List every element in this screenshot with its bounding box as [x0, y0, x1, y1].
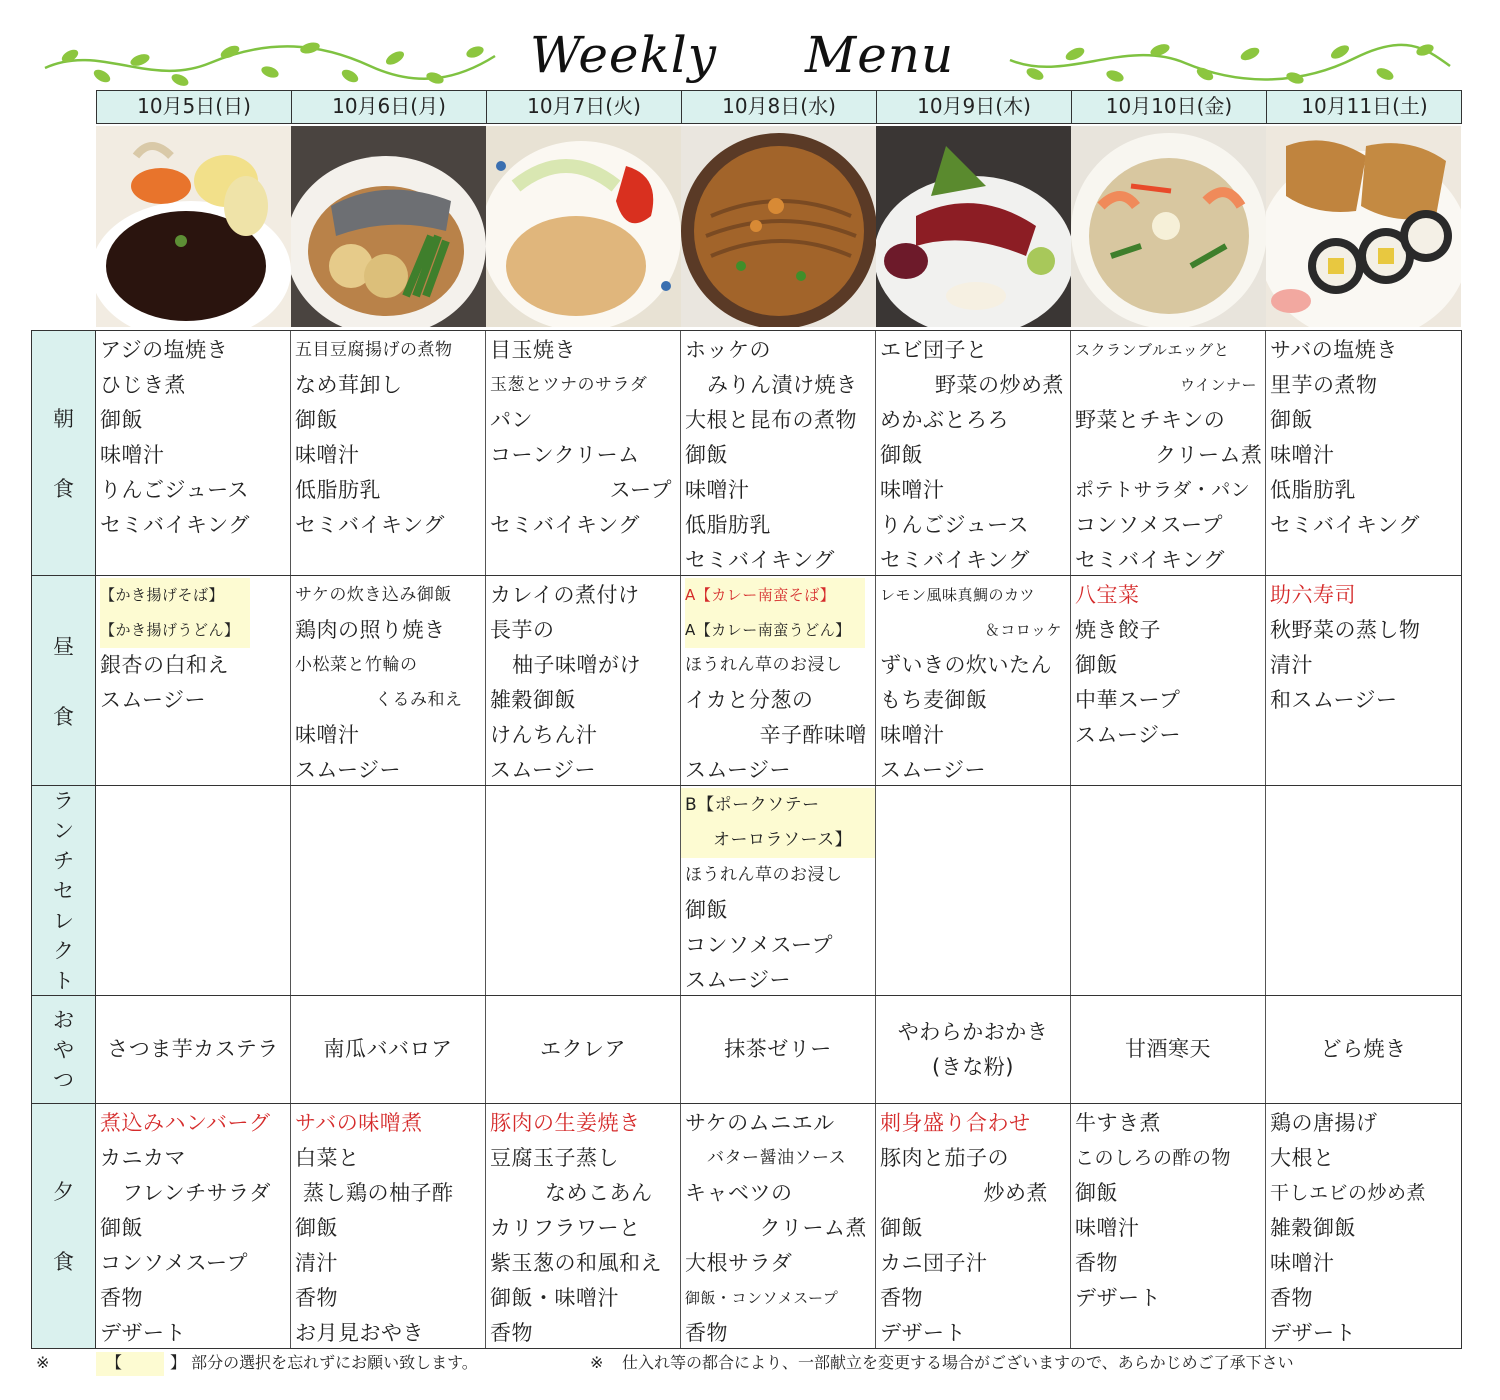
label-char: お: [53, 1007, 74, 1032]
menu-item: スムージー: [490, 758, 597, 782]
menu-item: セミバイキング: [100, 513, 250, 537]
selectable-item: オーロラソース】: [681, 823, 875, 858]
snack-sun: [96, 996, 291, 1103]
menu-item: 味噌汁: [880, 478, 945, 502]
label-char: 昼: [53, 634, 74, 659]
label-char: ク: [53, 938, 74, 963]
menu-item: やわらかおかき: [897, 1019, 1049, 1044]
lunch-select-label: [32, 786, 96, 995]
label-char: つ: [53, 1067, 74, 1092]
snack-sat: [1266, 996, 1461, 1103]
selectable-item: A【カレー南蛮そば】: [685, 578, 865, 613]
menu-item: 大根サラダ: [685, 1251, 793, 1275]
selectable-item: A【カレー南蛮うどん】: [685, 613, 865, 648]
menu-item: コンソメスープ: [685, 933, 833, 957]
menu-item: 香物: [685, 1321, 728, 1345]
dinner-fri: [1071, 1104, 1266, 1348]
menu-item: バター醤油ソース: [707, 1148, 847, 1168]
menu-item: 香物: [295, 1286, 338, 1310]
menu-item: 低脂肪乳: [1270, 478, 1356, 502]
menu-item: 鶏肉の照り焼き: [295, 618, 446, 642]
menu-item: このしろの酢の物: [1075, 1147, 1232, 1169]
menu-item: 鶏の唐揚げ: [1270, 1111, 1378, 1135]
menu-item: デザート: [1270, 1321, 1356, 1345]
menu-item: デザート: [880, 1321, 966, 1345]
menu-item: どら焼き: [1320, 1037, 1407, 1061]
menu-item: レモン風味真鯛のカツ: [880, 586, 1036, 604]
lunch-select-sat: [1266, 786, 1461, 995]
menu-item: 低脂肪乳: [295, 478, 381, 502]
footnote-mark: ※: [36, 1353, 50, 1372]
title-menu: Menu: [805, 26, 955, 84]
menu-item: なめこあん: [545, 1181, 653, 1205]
dish-photo: [1071, 126, 1266, 327]
left-vine-decoration: [40, 38, 500, 88]
menu-item: 銀杏の白和え: [100, 653, 229, 677]
menu-item: 御飯: [685, 898, 728, 922]
breakfast-label: [32, 331, 96, 575]
menu-item: カリフラワーと: [490, 1216, 641, 1240]
menu-item: 野菜とチキンの: [1075, 408, 1226, 432]
menu-item: スムージー: [100, 688, 207, 712]
dinner-tue: [486, 1104, 681, 1348]
dish-photo: [96, 126, 291, 327]
menu-item: 目玉焼き: [490, 338, 576, 362]
label-char: や: [53, 1037, 74, 1062]
menu-item: りんごジュース: [100, 478, 250, 502]
menu-title: [0, 20, 1500, 90]
breakfast-row: [32, 331, 1461, 576]
lunch-select-sun: [96, 786, 291, 995]
dish-photo-row: [96, 126, 1462, 327]
menu-item: 低脂肪乳: [685, 513, 771, 537]
menu-item: 御飯: [295, 1216, 338, 1240]
menu-item: 雑穀御飯: [490, 688, 576, 712]
snack-label: [32, 996, 96, 1103]
menu-item: 味噌汁: [1075, 1216, 1140, 1240]
menu-item: 小松菜と竹輪の: [295, 655, 418, 675]
date-sat: 10月11日(土): [1301, 94, 1428, 118]
menu-item: 御飯・味噌汁: [490, 1286, 619, 1310]
menu-item: 刺身盛り合わせ: [880, 1111, 1031, 1135]
menu-item: お月見おやき: [295, 1321, 424, 1345]
lunch-select-fri: [1071, 786, 1266, 995]
menu-item: 干しエビの炒め煮: [1270, 1182, 1427, 1204]
dinner-sat: [1266, 1104, 1461, 1348]
menu-item: 豆腐玉子蒸し: [490, 1146, 619, 1170]
menu-item: サバの塩焼き: [1270, 338, 1398, 362]
dish-photo: [1266, 126, 1461, 327]
menu-item: 香物: [100, 1286, 143, 1310]
menu-item: 紫玉葱の和風和え: [490, 1251, 662, 1275]
menu-item: サケの炊き込み御飯: [295, 585, 452, 605]
menu-item: 御飯: [880, 1216, 923, 1240]
menu-item: さつま芋カステラ: [107, 1037, 279, 1061]
menu-item: セミバイキング: [490, 513, 640, 537]
menu-item: もち麦御飯: [880, 688, 988, 712]
menu-change-notice: 仕入れ等の都合により、一部献立を変更する場合がございますので、あらかじめご了承下さい: [622, 1353, 1294, 1372]
menu-item: クリーム煮: [1155, 443, 1263, 467]
menu-item: 御飯: [1270, 408, 1313, 432]
label-char: ト: [53, 968, 74, 993]
menu-item: スムージー: [1075, 723, 1182, 747]
menu-item: 味噌汁: [1270, 1251, 1335, 1275]
footnote-mark: ※: [590, 1353, 604, 1372]
dish-photo: [291, 126, 486, 327]
selection-reminder: 【 】 部分の選択を忘れずにお願い致します。: [106, 1353, 478, 1372]
lunch-select-row: [32, 786, 1461, 996]
snack-mon: [291, 996, 486, 1103]
menu-item: 里芋の煮物: [1270, 373, 1378, 397]
date-header-row: [96, 90, 1462, 124]
menu-item: (きな粉): [932, 1054, 1014, 1079]
menu-item: コーンクリーム: [490, 443, 640, 467]
label-char: レ: [53, 908, 74, 933]
menu-item: スムージー: [295, 758, 402, 782]
menu-item: 香物: [490, 1321, 533, 1345]
date-tue: 10月7日(火): [487, 91, 682, 123]
menu-item: スムージー: [685, 968, 792, 992]
label-char: 朝: [53, 407, 74, 431]
snack-wed: [681, 996, 876, 1103]
lunch-sun: [96, 576, 291, 785]
menu-item: 抹茶ゼリー: [724, 1037, 832, 1061]
right-vine-decoration: [1005, 38, 1455, 88]
footer-notes: [0, 1352, 1500, 1382]
menu-item: 御飯: [880, 443, 923, 467]
menu-item: 清汁: [1270, 653, 1313, 677]
breakfast-tue: [486, 331, 681, 575]
dish-photo: [876, 126, 1071, 327]
menu-item: めかぶとろろ: [880, 408, 1009, 432]
menu-item: 御飯: [685, 443, 728, 467]
menu-item: アジの塩焼き: [100, 338, 229, 362]
snack-fri: [1071, 996, 1266, 1103]
menu-item: ホッケの: [685, 338, 771, 362]
menu-item: 助六寿司: [1270, 583, 1356, 607]
lunch-fri: [1071, 576, 1266, 785]
menu-item: けんちん汁: [490, 723, 598, 747]
menu-item: 柚子味噌がけ: [512, 653, 641, 677]
menu-item: 秋野菜の蒸し物: [1270, 618, 1421, 642]
menu-item: デザート: [100, 1321, 186, 1345]
menu-item: 大根と: [1270, 1146, 1335, 1170]
breakfast-mon: [291, 331, 486, 575]
menu-item: コンソメスープ: [1075, 513, 1223, 537]
label-char: ラ: [53, 788, 74, 813]
menu-item: ＆コロッケ: [984, 621, 1062, 639]
menu-item: 煮込みハンバーグ: [100, 1111, 271, 1135]
menu-item: 雑穀御飯: [1270, 1216, 1356, 1240]
menu-item: ひじき煮: [100, 373, 186, 397]
label-char: チ: [53, 848, 74, 873]
menu-item: 白菜と: [295, 1146, 360, 1170]
selectable-item: 【かき揚げうどん】: [100, 613, 250, 648]
label-char: 食: [53, 477, 74, 501]
lunch-select-thu: [876, 786, 1071, 995]
menu-item: カニカマ: [100, 1146, 186, 1170]
menu-item: スムージー: [880, 758, 987, 782]
lunch-sat: [1266, 576, 1461, 785]
menu-item: 味噌汁: [1270, 443, 1335, 467]
menu-item: 野菜の炒め煮: [935, 373, 1064, 397]
lunch-mon: [291, 576, 486, 785]
menu-item: 豚肉の生姜焼き: [490, 1111, 641, 1135]
dinner-sun: [96, 1104, 291, 1348]
label-char: ン: [53, 818, 74, 843]
menu-item: 御飯: [100, 1216, 143, 1240]
dinner-row: [32, 1104, 1461, 1348]
menu-item: イカと分葱の: [685, 688, 814, 712]
menu-item: 長芋の: [490, 618, 555, 642]
menu-item: 御飯: [1075, 1181, 1118, 1205]
menu-item: セミバイキング: [685, 548, 835, 572]
menu-item: クリーム煮: [759, 1216, 867, 1240]
menu-item: ポテトサラダ・パン: [1075, 479, 1251, 501]
title-weekly: Weekly: [530, 26, 718, 84]
menu-item: セミバイキング: [1075, 548, 1225, 572]
menu-item: 味噌汁: [100, 443, 165, 467]
menu-item: 辛子酢味噌: [759, 723, 867, 747]
menu-item: 香物: [880, 1286, 923, 1310]
menu-item: 大根と昆布の煮物: [685, 408, 857, 432]
snack-thu: [876, 996, 1071, 1103]
menu-item: ほうれん草のお浸し: [685, 865, 843, 885]
menu-item: 八宝菜: [1075, 583, 1140, 607]
menu-item: 香物: [1075, 1251, 1118, 1275]
menu-item: セミバイキング: [1270, 513, 1420, 537]
lunch-select-wed: [681, 786, 876, 995]
menu-item: 御飯: [295, 408, 338, 432]
menu-item: 牛すき煮: [1075, 1111, 1161, 1135]
menu-item: 蒸し鶏の柚子酢: [303, 1181, 454, 1205]
breakfast-wed: [681, 331, 876, 575]
date-thu: 10月9日(木): [877, 91, 1072, 123]
menu-item: 清汁: [295, 1251, 338, 1275]
dinner-label: [32, 1104, 96, 1348]
label-char: 食: [53, 704, 74, 729]
menu-item: スクランブルエッグと: [1075, 341, 1230, 359]
date-fri: 10月10日(金): [1072, 91, 1267, 123]
menu-item: 甘酒寒天: [1125, 1037, 1211, 1061]
menu-item: 御飯: [1075, 653, 1118, 677]
menu-item: サケのムニエル: [685, 1111, 835, 1135]
breakfast-thu: [876, 331, 1071, 575]
selectable-item: 【かき揚げそば】: [100, 578, 250, 613]
menu-item: カニ団子汁: [880, 1251, 988, 1275]
menu-item: スムージー: [685, 758, 792, 782]
date-wed: 10月8日(水): [682, 91, 877, 123]
menu-item: くるみ和え: [375, 690, 463, 710]
menu-item: セミバイキング: [880, 548, 1030, 572]
snack-tue: [486, 996, 681, 1103]
menu-item: 和スムージー: [1270, 688, 1398, 712]
menu-item: みりん漬け焼き: [707, 373, 858, 397]
menu-item: 焼き餃子: [1075, 618, 1161, 642]
menu-item: 玉葱とツナのサラダ: [490, 375, 648, 395]
menu-item: ずいきの炊いたん: [880, 653, 1052, 677]
label-char: セ: [53, 878, 74, 903]
lunch-label: [32, 576, 96, 785]
menu-item: スープ: [609, 478, 672, 502]
lunch-wed: [681, 576, 876, 785]
menu-item: カレイの煮付け: [490, 583, 640, 607]
lunch-tue: [486, 576, 681, 785]
date-sun: 10月5日(日): [97, 91, 292, 123]
menu-item: エビ団子と: [880, 338, 988, 362]
breakfast-sat: [1266, 331, 1461, 575]
dinner-thu: [876, 1104, 1071, 1348]
breakfast-sun: [96, 331, 291, 575]
menu-item: セミバイキング: [295, 513, 445, 537]
menu-item: コンソメスープ: [100, 1251, 248, 1275]
menu-item: キャベツの: [685, 1181, 793, 1205]
label-char: 食: [53, 1250, 74, 1274]
menu-item: 炒め煮: [983, 1181, 1048, 1205]
date-mon: 10月6日(月): [292, 91, 487, 123]
dish-photo: [681, 126, 876, 327]
lunch-thu: [876, 576, 1071, 785]
menu-item: なめ茸卸し: [295, 373, 403, 397]
menu-item: 香物: [1270, 1286, 1313, 1310]
dinner-wed: [681, 1104, 876, 1348]
menu-item: エクレア: [540, 1037, 626, 1061]
label-char: 夕: [53, 1180, 74, 1204]
lunch-select-tue: [486, 786, 681, 995]
menu-item: 五目豆腐揚げの煮物: [295, 340, 453, 360]
breakfast-fri: [1071, 331, 1266, 575]
lunch-select-mon: [291, 786, 486, 995]
lunch-row: [32, 576, 1461, 786]
menu-item: 御飯: [100, 408, 143, 432]
dish-photo: [486, 126, 681, 327]
menu-item: 中華スープ: [1075, 688, 1181, 712]
menu-item: ほうれん草のお浸し: [685, 655, 843, 675]
menu-item: ウインナー: [1179, 376, 1257, 394]
menu-item: 味噌汁: [295, 443, 360, 467]
snack-row: [32, 996, 1461, 1104]
menu-item: 味噌汁: [880, 723, 945, 747]
menu-item: りんごジュース: [880, 513, 1030, 537]
dinner-mon: [291, 1104, 486, 1348]
menu-item: 御飯・コンソメスープ: [685, 1289, 839, 1307]
menu-item: パン: [490, 408, 533, 432]
menu-item: 南瓜ババロア: [323, 1037, 453, 1061]
menu-item: 豚肉と茄子の: [880, 1146, 1009, 1170]
menu-item: フレンチサラダ: [122, 1181, 271, 1205]
menu-item: デザート: [1075, 1286, 1161, 1310]
menu-item: 味噌汁: [685, 478, 750, 502]
menu-item: サバの味噌煮: [295, 1111, 423, 1135]
selectable-item: B【ポークソテー: [681, 788, 875, 823]
menu-grid: [31, 330, 1462, 1349]
menu-item: 味噌汁: [295, 723, 360, 747]
